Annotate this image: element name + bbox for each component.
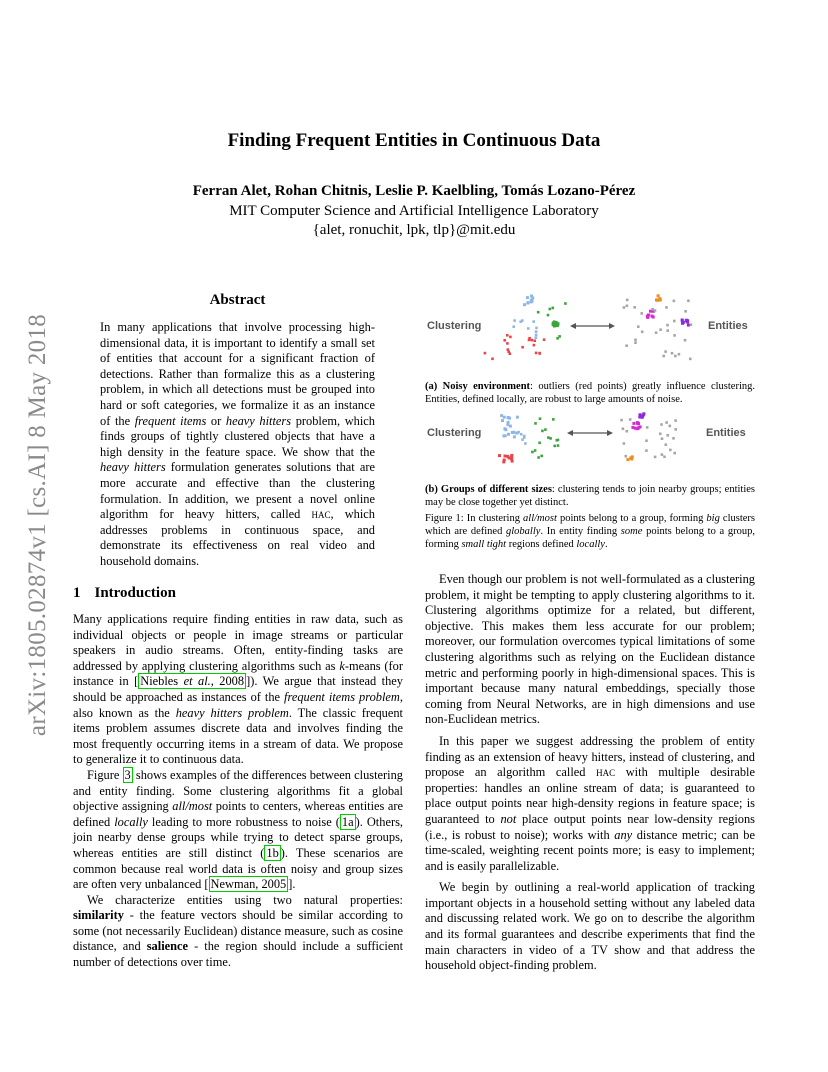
arxiv-side-stamp [18,292,58,757]
scatter-dot [506,334,509,337]
scatter-dot [665,443,668,446]
scatter-dot [534,422,537,425]
scatter-dot [510,454,513,457]
scatter-dot [623,442,626,445]
scatter-dot [646,426,649,429]
scatter-dot [503,339,506,342]
figure-1a-caption: (a) Noisy environment: outliers (red points) greatly influence clustering. Entities, defined locally, are robust to large amounts of noise. [425,381,755,405]
right-paragraph-3: We begin by outlining a real-world application of tracking important objects in a household setting without any labeled data and discussing related work. We go on to describe the algorithm and its formal guarantees and describe experiments that find the main characters in video of a TV show and that address the household object-finding problem. [425,880,755,973]
scatter-dot [661,437,664,440]
scatter-dot [552,322,555,325]
scatter-dot [646,314,649,317]
scatter-dot [657,294,660,297]
scatter-dot [622,428,625,431]
figure-ref-1b[interactable]: 1b [266,845,279,860]
scatter-dot [625,344,628,347]
scatter-dot [523,303,526,306]
scatter-dot [626,299,629,302]
figure-1b [425,405,755,509]
right-column-text [425,572,755,974]
scatter-dot [509,425,512,428]
figure-1b-arrow [567,430,613,436]
paper-authors: Ferran Alet, Rohan Chitnis, Leslie P. Kaelbling, Tomás Lozano-Pérez [192,183,636,199]
scatter-dot [637,325,640,328]
paper-affiliation: MIT Computer Science and Artificial Intelligence Laboratory [229,203,599,219]
scatter-dot [538,352,541,355]
scatter-dot [511,460,514,463]
scatter-dot [538,442,541,445]
citation-niebles[interactable]: Niebles et al., 2008 [140,674,245,689]
scatter-dot [516,416,519,419]
scatter-dot [629,418,632,421]
figure-1a-plot [425,290,755,365]
scatter-dot [537,311,540,314]
scatter-dot [547,314,550,317]
scatter-dot [673,320,676,323]
scatter-dot [665,421,668,424]
scatter-dot [517,431,520,434]
scatter-dot [553,445,556,448]
figure-1-caption: Figure 1: In clustering all/most points belong to a group, forming big clusters which are defined globally. In entity finding some points belong to a group, forming small tight regions defined locally. [425,513,755,550]
scatter-dot [512,325,515,328]
right-paragraph-2: In this paper we suggest addressing the problem of entity finding as an extension of heavy hitters, instead of clustering, and propose an algorithm called hac with multiple desirable properties: handles an online stream of data; is guaranteed to place output points near high-density regions in feature space; is guaranteed to not place output points near low-density regions (i.e., is robust to noise); works with any distance metric; can be time-scaled, weighting recent points more; is easy to implement; and is easily parallelizable. [425,733,756,873]
scatter-dot [527,301,530,304]
scatter-dot [547,436,550,439]
scatter-dot [690,323,693,326]
scatter-dot [535,352,538,355]
scatter-dot [654,309,657,312]
scatter-dot [541,430,544,433]
scatter-dot [659,433,662,436]
scatter-dot [634,339,637,342]
scatter-dot [673,452,676,455]
scatter-dot [669,425,672,428]
scatter-dot [671,352,674,355]
scatter-dot [632,422,635,425]
scatter-dot [513,319,516,322]
scatter-dot [674,419,677,422]
scatter-dot [687,324,690,327]
scatter-dot [674,428,677,431]
scatter-dot [673,300,676,303]
scatter-dot [626,305,629,308]
scatter-dot [631,426,634,429]
scatter-dot [660,423,663,426]
figure-1a-clustering-points [484,295,567,361]
scatter-dot [498,454,501,457]
scatter-dot [535,330,538,333]
scatter-dot [484,352,487,355]
scatter-dot [540,455,543,458]
scatter-dot [552,418,555,421]
scatter-dot [500,414,503,417]
scatter-dot [681,319,684,322]
scatter-dot [556,439,559,442]
scatter-dot [626,458,629,461]
scatter-dot [534,449,537,452]
scatter-dot [564,302,567,305]
scatter-dot [552,307,555,310]
scatter-dot [626,430,629,433]
figure-1a [425,290,755,406]
scatter-dot [512,431,515,434]
scatter-dot [543,338,546,341]
scatter-dot [662,355,665,358]
scatter-dot [658,297,661,300]
scatter-dot [556,337,559,340]
scatter-dot [625,455,628,458]
scatter-dot [629,456,632,459]
scatter-dot [504,455,507,458]
scatter-dot [527,327,530,330]
scatter-dot [666,434,669,437]
scatter-dot [633,306,636,309]
scatter-dot [666,329,669,332]
scatter-dot [528,339,531,342]
scatter-dot [533,344,536,347]
abstract-body: In many applications that involve processing high-dimensional data, it is important to identify a small set of entities that account for a significant fraction of detections. Rather than formalize this as a clustering problem, in which all detections must be grouped into hard or soft categories, we formalize it as an instance of the frequent items or heavy hitters problem, which finds groups of tightly clustered objects that have a high density in the feature space. We show that the heavy hitters formulation generates solutions that are more accurate and effective than the clustering formulation. In addition, we present a novel online algorithm for heavy hitters, called hac, which addresses problems in continuous space, and demonstrate its effectiveness on real video and household domains. [100,320,375,568]
scatter-dot [659,328,662,331]
intro-paragraph-1: Many applications require finding entities in raw data, such as individual objects or people in image streams or particular speakers in audio streams. Often, entity-finding tasks are addressed by applying clustering algorithms such as k-means (for instance in [ Niebles et al., 2008 ]). We argue that instead they should be approached as instances of the frequent items problem, also known as the heavy hitters problem. The classic frequent items problem assumes discrete data and involves finding the most frequently occurring items in a stream of data. We propose to generalize it to continuous data. [73,612,403,767]
paper-title: Finding Frequent Entities in Continuous Data [227,130,601,151]
scatter-dot [509,352,512,355]
scatter-dot [535,334,538,337]
figure-1b-clustering-label: Clustering [427,427,482,439]
scatter-dot [504,428,507,431]
figure-1a-entity-points [623,294,693,360]
figure-1b-clustering-points [498,414,559,463]
scatter-dot [531,339,534,342]
scatter-dot [502,460,505,463]
scatter-dot [620,419,623,422]
scatter-dot [636,422,639,425]
scatter-dot [530,295,533,298]
scatter-dot [509,336,512,339]
scatter-dot [645,449,648,452]
scatter-dot [651,308,654,311]
scatter-dot [687,300,690,303]
scatter-dot [533,340,536,343]
scatter-dot [678,353,681,356]
intro-paragraph-3: We characterize entities using two natural properties: similarity - the feature vectors should be similar according to some (not necessarily Euclidean) distance measure, such as cosine distance, and salience - the region should include a sufficient number of detections over time. [73,892,404,970]
abstract-heading: Abstract [209,292,266,308]
scatter-dot [535,327,538,330]
scatter-dot [674,355,677,358]
figure-1b-entities-label: Entities [706,427,746,439]
scatter-dot [501,419,504,422]
scatter-dot [665,306,668,309]
scatter-dot [524,442,527,445]
scatter-dot [531,451,534,454]
scatter-dot [664,350,667,353]
citation-newman[interactable]: Newman, 2005 [210,877,287,892]
scatter-dot [549,308,552,311]
scatter-dot [507,416,510,419]
scatter-dot [513,435,516,438]
figure-1b-entity-points [620,412,677,461]
scatter-dot [506,455,509,458]
scatter-dot [504,434,507,437]
figure-1b-plot [425,405,755,465]
scatter-dot [557,444,560,447]
right-paragraph-1: Even though our problem is not well-formulated as a clustering problem, it might be tempting to apply clustering algorithms to it. Clustering algorithms optimize for a related, but different, objective. This makes them less accurate for our problem; moreover, our formulation overcomes typical limitations of some clustering algorithms such as relying on the Euclidean distance metric and performing poorly in high-dimensional spaces. This is important because many natural embeddings, specially those coming from Neural Networks, are in high dimensions and use non-Euclidean metrics. [425,572,755,727]
scatter-dot [641,331,644,334]
scatter-dot [526,296,529,299]
scatter-dot [673,334,676,337]
scatter-dot [532,320,535,323]
scatter-dot [637,427,640,430]
figure-ref-3[interactable]: 3 [124,767,131,782]
scatter-dot [666,324,669,327]
scatter-dot [521,319,524,322]
scatter-dot [535,336,538,339]
scatter-dot [634,341,637,344]
scatter-dot [645,439,648,442]
scatter-dot [539,417,542,420]
paper-email: {alet, ronuchit, lpk, tlp}@mit.edu [312,222,516,238]
scatter-dot [684,310,687,313]
section-heading-introduction: 1 Introduction [73,585,176,601]
scatter-dot [640,312,643,315]
figure-ref-1a[interactable]: 1a [341,814,354,829]
scatter-dot [652,316,655,319]
scatter-dot [537,456,540,459]
scatter-dot [520,433,523,436]
scatter-dot [503,416,506,419]
scatter-dot [669,449,672,452]
scatter-dot [689,358,692,361]
arxiv-identifier: arXiv:1805.02874v1 [cs.AI] 8 May 2018 [24,313,51,736]
scatter-dot [491,358,494,361]
scatter-dot [521,346,524,349]
scatter-dot [655,331,658,334]
scatter-dot [507,421,510,424]
scatter-dot [544,428,547,431]
figure-1b-caption: (b) Groups of different sizes: clustering tends to join nearby groups; entities may be close together yet distinct. [425,484,755,508]
scatter-dot [530,299,533,302]
scatter-dot [685,319,688,322]
scatter-dot [506,342,509,345]
figure-1a-clustering-label: Clustering [427,320,482,332]
scatter-dot [507,348,510,351]
scatter-dot [641,414,644,417]
scatter-dot [661,453,664,456]
scatter-dot [663,456,666,459]
scatter-dot [654,456,657,459]
scatter-dot [623,306,626,309]
figure-1a-arrow [570,323,615,329]
scatter-dot [684,339,687,342]
intro-paragraph-2: Figure 3 shows examples of the differences between clustering and entity finding. Some clustering algorithms fit a global objective assigning all/most points to centers, whereas entities are defined locally leading to more robustness to noise ( 1a ). Others, join nearby dense groups while trying to detect sparse groups, whereas entities are still distinct ( 1b ). These scenarios are common because real world data is often noisy and group sizes are often very unbalanced [ Newman, 2005 ]. [73,767,403,892]
scatter-dot [523,436,526,439]
scatter-dot [507,433,510,436]
left-column-text [73,612,403,971]
figure-1a-entities-label: Entities [708,320,748,332]
scatter-dot [672,437,675,440]
